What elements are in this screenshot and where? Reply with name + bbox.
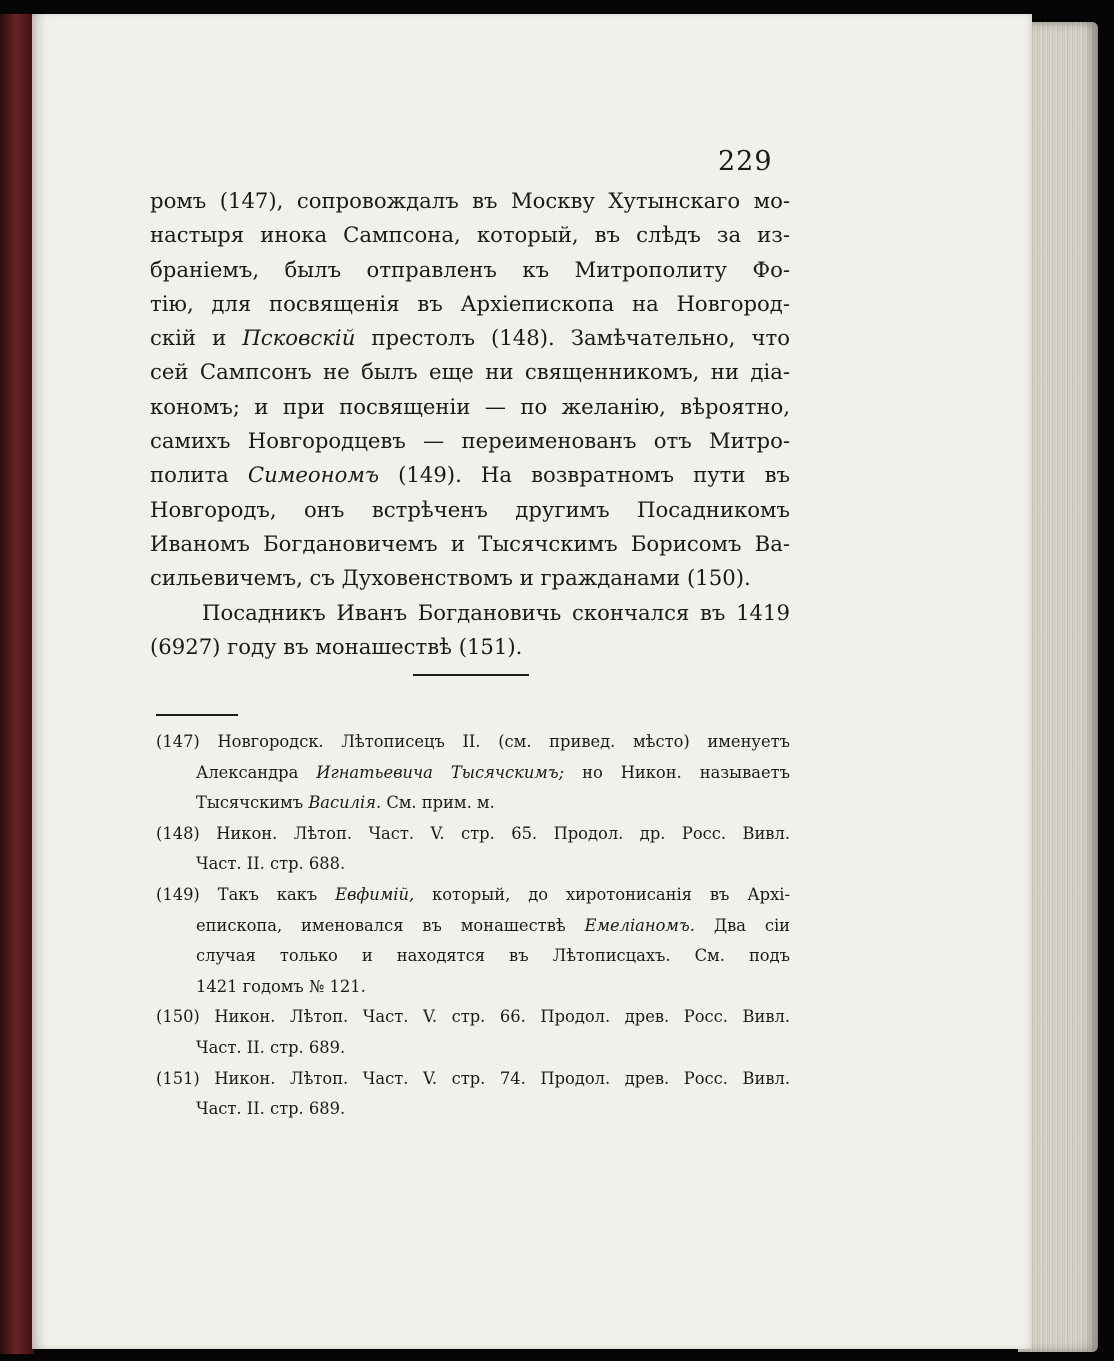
footnote-line <box>156 727 790 758</box>
footnote-line <box>156 1094 790 1125</box>
footnote-line <box>156 911 790 942</box>
text-run: Иваномъ Богдановичемъ и Тысячскимъ Борисомъ Ва- <box>150 530 790 556</box>
text-run: тію, для посвященія въ Архіепископа на Новгород- <box>150 290 790 316</box>
text-run: Част. II. стр. 688. <box>196 854 346 874</box>
text-run: Част. II. стр. 689. <box>196 1037 346 1057</box>
main-line <box>150 630 790 664</box>
text-run: (150) Никон. Лѣтоп. Част. V. стр. 66. Продол. древ. Росс. Вивл. <box>156 1007 790 1027</box>
text-run: Тысячскимъ <box>196 793 309 813</box>
main-line <box>150 321 790 355</box>
footnote-line <box>156 819 790 850</box>
text-run: браніемъ, былъ отправленъ къ Митрополиту Фо- <box>150 256 790 282</box>
footnotes <box>156 727 790 1125</box>
text-run: ромъ (147), сопровождалъ въ Москву Хутынскаго мо- <box>150 188 790 213</box>
text-run: кономъ; и при посвященіи — по желанію, вѣроятно, <box>150 393 790 419</box>
text-run: (149). На возвратномъ пути въ <box>379 462 790 488</box>
italic-text: Емеліаномъ. <box>584 915 695 935</box>
main-line <box>150 355 790 389</box>
footnote-line <box>156 880 790 911</box>
main-text <box>150 184 790 664</box>
footnote-line <box>156 788 790 819</box>
main-line <box>150 390 790 424</box>
text-run: полита <box>150 462 248 488</box>
main-line <box>150 458 790 492</box>
italic-text: Евфимій, <box>335 884 415 904</box>
italic-text: Игнатьевича Тысячскимъ; <box>316 762 565 782</box>
italic-text: Симеономъ <box>247 462 380 488</box>
text-run: скій и <box>150 325 243 351</box>
page-number: 229 <box>718 146 773 177</box>
text-run: Новгородъ, онъ встрѣченъ другимъ Посадникомъ <box>150 496 790 522</box>
section-divider <box>413 674 529 676</box>
text-run: но Никон. называетъ <box>564 762 790 782</box>
text-run: самихъ Новгородцевъ — переименованъ отъ Митро- <box>150 428 790 454</box>
text-run: (6927) году въ монашествѣ (151). <box>150 633 523 659</box>
text-run: который, до хиротонисанія въ Архі- <box>414 884 790 904</box>
main-line <box>150 561 790 595</box>
italic-text: Псковскій <box>242 325 356 351</box>
main-line <box>150 184 790 218</box>
main-line <box>150 493 790 527</box>
text-run: Посадникъ Иванъ Богдановичь скончался въ 1419 <box>202 599 790 625</box>
text-run: Част. II. стр. 689. <box>196 1099 346 1119</box>
main-line <box>150 218 790 252</box>
text-run: настыря инока Сампсона, который, въ слѣдъ за из- <box>150 222 790 248</box>
adjacent-page-edge <box>0 14 34 1354</box>
text-run: Два сіи <box>694 915 791 935</box>
text-run: (149) Такъ какъ <box>156 884 336 904</box>
footnote-line <box>156 1002 790 1033</box>
main-line <box>150 527 790 561</box>
footnote-line <box>156 941 790 972</box>
text-run: сей Сампсонъ не былъ еще ни священникомъ, ни діа- <box>150 359 790 385</box>
text-run: престолъ (148). Замѣчательно, что <box>355 325 790 351</box>
book-page <box>32 14 1032 1349</box>
text-run: (148) Никон. Лѣтоп. Част. V. стр. 65. Продол. др. Росс. Вивл. <box>156 823 790 843</box>
text-run: Александра <box>196 762 317 782</box>
main-line <box>150 424 790 458</box>
footnote-rule <box>156 714 238 716</box>
footnote-line <box>156 758 790 789</box>
text-run: 1421 годомъ № 121. <box>196 976 366 996</box>
main-line <box>150 253 790 287</box>
footnote-line <box>156 1033 790 1064</box>
footnote-line <box>156 1064 790 1095</box>
text-run: епископа, именовался въ монашествѣ <box>196 915 585 935</box>
footnote-line <box>156 972 790 1003</box>
footnote-line <box>156 849 790 880</box>
italic-text: Василія. <box>308 793 382 813</box>
text-run: (151) Никон. Лѣтоп. Част. V. стр. 74. Продол. древ. Росс. Вивл. <box>156 1068 790 1088</box>
main-line <box>150 596 790 630</box>
text-run: (147) Новгородск. Лѣтописецъ II. (см. привед. мѣсто) именуетъ <box>156 732 790 751</box>
text-run: См. прим. м. <box>381 793 495 813</box>
text-run: сильевичемъ, съ Духовенствомъ и гражданами (150). <box>150 565 751 591</box>
text-run: случая только и находятся въ Лѣтописцахъ. См. подъ <box>196 946 790 966</box>
main-line <box>150 287 790 321</box>
